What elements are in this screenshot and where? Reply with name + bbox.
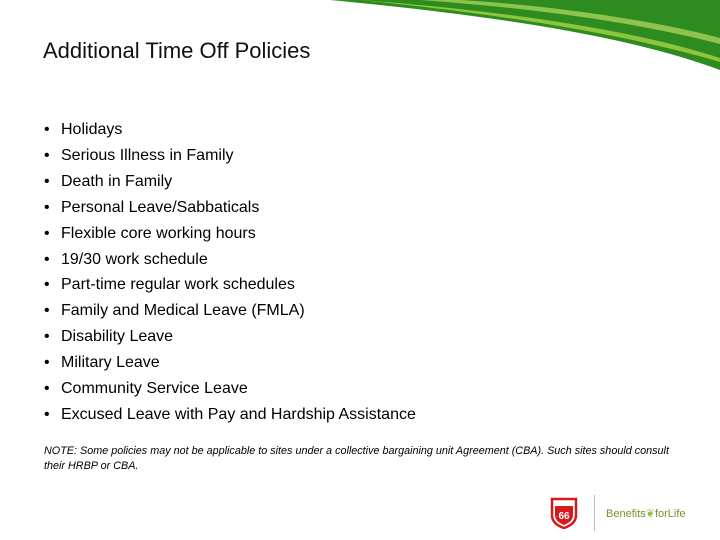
slide-title: Additional Time Off Policies: [43, 38, 311, 63]
footer-divider: [594, 495, 595, 531]
list-item: • Family and Medical Leave (FMLA): [44, 298, 416, 324]
list-item: • Part-time regular work schedules: [44, 272, 416, 298]
list-item: • 19/30 work schedule: [44, 247, 416, 273]
list-item: • Community Service Leave: [44, 376, 416, 402]
list-item: • Holidays: [44, 117, 416, 143]
footnote: NOTE: Some policies may not be applicable to sites under a collective bargaining unit Agreement (CBA). Such sites should consult their HRBP or CBA.: [44, 445, 669, 472]
brand-text: Benefits: [606, 508, 646, 520]
logo-text: 66: [558, 511, 570, 522]
policy-list: [44, 117, 416, 428]
list-item: • Excused Leave with Pay and Hardship Assistance: [44, 402, 416, 428]
benefits-for-life-logo: [606, 507, 686, 520]
phillips-66-logo: [549, 497, 579, 529]
list-item: • Flexible core working hours: [44, 221, 416, 247]
list-item: • Death in Family: [44, 169, 416, 195]
list-item: • Military Leave: [44, 350, 416, 376]
list-item: • Disability Leave: [44, 324, 416, 350]
list-item: • Serious Illness in Family: [44, 143, 416, 169]
list-item: • Personal Leave/Sabbaticals: [44, 195, 416, 221]
brand-text: forLife: [654, 508, 686, 520]
leaf-icon: ❦: [645, 508, 655, 520]
